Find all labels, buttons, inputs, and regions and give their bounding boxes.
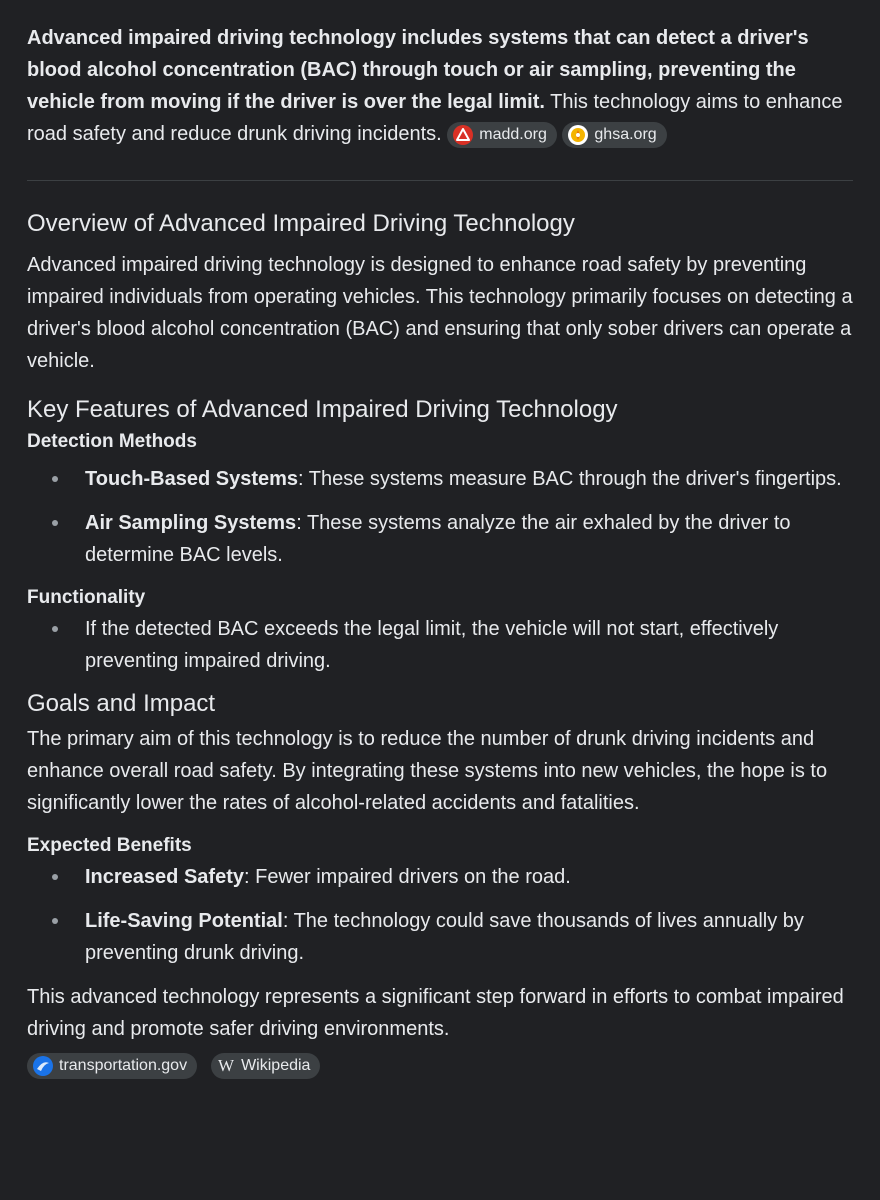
list-item-term: Touch-Based Systems [85, 468, 299, 490]
transportation-gov-logo-icon [33, 1056, 53, 1076]
madd-logo-icon [453, 125, 473, 145]
detection-methods-heading: Detection Methods [27, 431, 197, 452]
functionality-list [27, 613, 853, 677]
source-chip-label: ghsa.org [594, 125, 657, 143]
list-item-text: : These systems analyze the air exhaled by the driver to determine BAC levels. [85, 512, 791, 566]
goals-heading: Goals and Impact [27, 690, 216, 717]
list-item-text: : These systems measure BAC through the driver's fingertips. [298, 468, 842, 490]
features-heading: Key Features of Advanced Impaired Driving Technology [27, 396, 618, 423]
list-item [85, 905, 853, 969]
list-item [85, 507, 853, 571]
conclusion-text: This advanced technology represents a significant step forward in efforts to combat impaired driving and promote safer driving environments. [27, 986, 844, 1040]
source-chip-ghsa[interactable] [562, 122, 666, 148]
source-chips [27, 1053, 853, 1079]
list-item [85, 861, 853, 893]
overview-text: Advanced impaired driving technology is designed to enhance road safety by preventing impaired individuals from operating vehicles. This technology primarily focuses on detecting a driver's blood alcohol concentration (BAC) and ensuring that only sober drivers can operate a vehicle. [27, 254, 853, 372]
list-item-text: : The technology could save thousands of lives annually by preventing drunk driving. [85, 910, 804, 964]
source-chip-wikipedia[interactable] [211, 1053, 320, 1079]
detection-methods-list [27, 463, 853, 571]
wikipedia-logo-icon: W [218, 1056, 235, 1075]
list-item-text: If the detected BAC exceeds the legal limit, the vehicle will not start, effectively preventing impaired driving. [85, 618, 779, 672]
section-divider [27, 180, 853, 181]
source-chip-madd[interactable] [447, 122, 557, 148]
summary-bold-text: Advanced impaired driving technology includes systems that can detect a driver's blood alcohol concentration (BAC) through touch or air sampling, preventing the vehicle from moving if the driver is over the legal limit. [27, 27, 809, 113]
source-chip-label: transportation.gov [59, 1057, 188, 1074]
source-chip-transportation-gov[interactable] [27, 1053, 197, 1079]
goals-text: The primary aim of this technology is to reduce the number of drunk driving incidents and enhance overall road safety. By integrating these systems into new vehicles, the hope is to significantly lower the rates of alcohol-related accidents and fatalities. [27, 728, 828, 814]
expected-benefits-heading: Expected Benefits [27, 835, 192, 856]
source-chip-label: madd.org [479, 125, 547, 143]
functionality-heading: Functionality [27, 587, 146, 608]
list-item-term: Increased Safety [85, 866, 244, 888]
overview-heading: Overview of Advanced Impaired Driving Technology [27, 210, 575, 237]
list-item [85, 613, 853, 677]
ghsa-logo-icon [568, 125, 588, 145]
source-chip-label: Wikipedia [241, 1057, 311, 1074]
list-item-text: : Fewer impaired drivers on the road. [243, 866, 571, 888]
summary-paragraph [27, 22, 853, 150]
list-item-term: Life-Saving Potential [85, 910, 283, 932]
expected-benefits-list [27, 861, 853, 969]
list-item [85, 463, 853, 495]
summary-rest-text: This technology aims to enhance road safety and reduce drunk driving incidents. [27, 91, 843, 145]
list-item-term: Air Sampling Systems [85, 512, 297, 534]
